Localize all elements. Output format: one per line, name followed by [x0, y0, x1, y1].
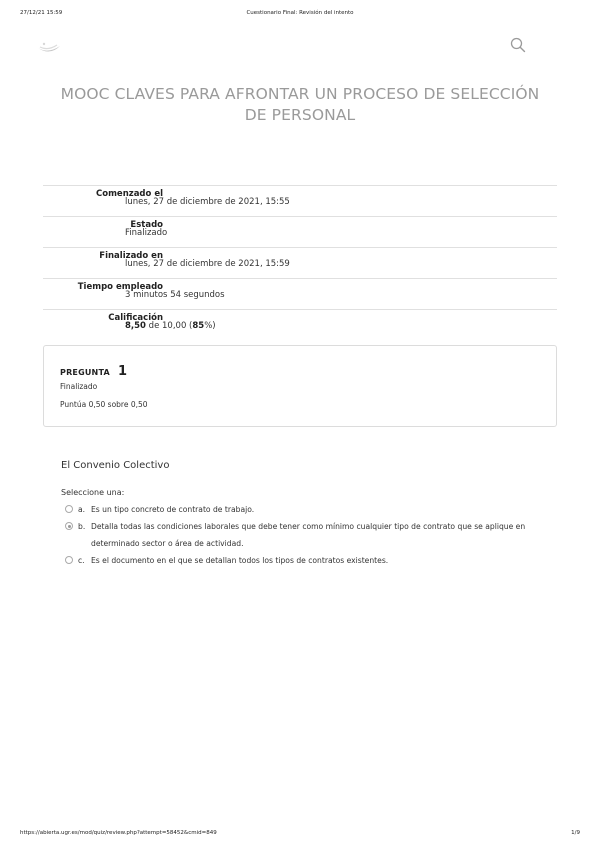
answer-text: Detalla todas las condiciones laborales que debe tener como mínimo cualquier tipo de contrato que se aplique en determinado sector o área de actividad. — [91, 522, 526, 548]
answer-option-a[interactable] — [65, 501, 535, 518]
radio-button[interactable] — [65, 556, 73, 564]
question-heading — [60, 360, 127, 379]
answer-prompt: Seleccione una: — [61, 488, 125, 497]
question-number: 1 — [117, 364, 128, 379]
grade-end: %) — [204, 321, 216, 331]
summary-label: Tiempo empleado — [77, 282, 163, 292]
summary-row-finished — [43, 247, 557, 278]
summary-label: Estado — [130, 220, 163, 230]
answer-letter: b. — [78, 522, 86, 531]
print-page-number: 1/9 — [571, 830, 580, 836]
answer-list — [65, 501, 535, 569]
print-date: 27/12/21 15:59 — [20, 10, 63, 16]
summary-label: Calificación — [108, 313, 163, 323]
answer-option-c[interactable] — [65, 552, 535, 569]
summary-row-grade — [43, 309, 557, 340]
question-info-card — [43, 345, 557, 427]
answer-letter: a. — [78, 505, 86, 514]
grade-middle: de 10,00 ( — [145, 321, 193, 331]
question-word: PREGUNTA — [60, 368, 110, 377]
summary-label: Comenzado el — [96, 189, 163, 199]
site-logo-icon[interactable] — [36, 38, 62, 56]
summary-row-status — [43, 216, 557, 247]
summary-value: Finalizado — [125, 228, 168, 238]
question-state: Finalizado — [60, 382, 98, 391]
attempt-summary-table — [43, 185, 557, 340]
print-url: https://abierta.ugr.es/mod/quiz/review.php?attempt=58452&cmid=849 — [20, 830, 217, 836]
print-footer — [0, 830, 600, 840]
answer-letter: c. — [78, 556, 85, 565]
print-title: Cuestionario Final: Revisión del intento — [246, 10, 354, 16]
summary-value: lunes, 27 de diciembre de 2021, 15:55 — [125, 197, 290, 207]
summary-row-started — [43, 185, 557, 216]
summary-value: 3 minutos 54 segundos — [125, 290, 225, 300]
question-grade: Puntúa 0,50 sobre 0,50 — [60, 400, 148, 409]
answer-text: Es el documento en el que se detallan todos los tipos de contratos existentes. — [91, 556, 389, 565]
print-header — [0, 10, 600, 20]
grade-score: 8,50 — [125, 321, 146, 331]
course-title: MOOC CLAVES PARA AFRONTAR UN PROCESO DE SELECCIÓN DE PERSONAL — [60, 85, 540, 124]
grade-percent: 85 — [192, 321, 205, 331]
summary-value: lunes, 27 de diciembre de 2021, 15:59 — [125, 259, 290, 269]
radio-button[interactable] — [65, 505, 73, 513]
radio-button-selected[interactable] — [65, 522, 73, 530]
answer-text: Es un tipo concreto de contrato de trabajo. — [91, 505, 255, 514]
search-icon[interactable] — [510, 37, 526, 53]
summary-row-time-taken — [43, 278, 557, 309]
summary-label: Finalizado en — [99, 251, 163, 261]
question-text: El Convenio Colectivo — [61, 460, 170, 471]
answer-option-b[interactable] — [65, 518, 535, 552]
grade-value — [125, 321, 216, 331]
